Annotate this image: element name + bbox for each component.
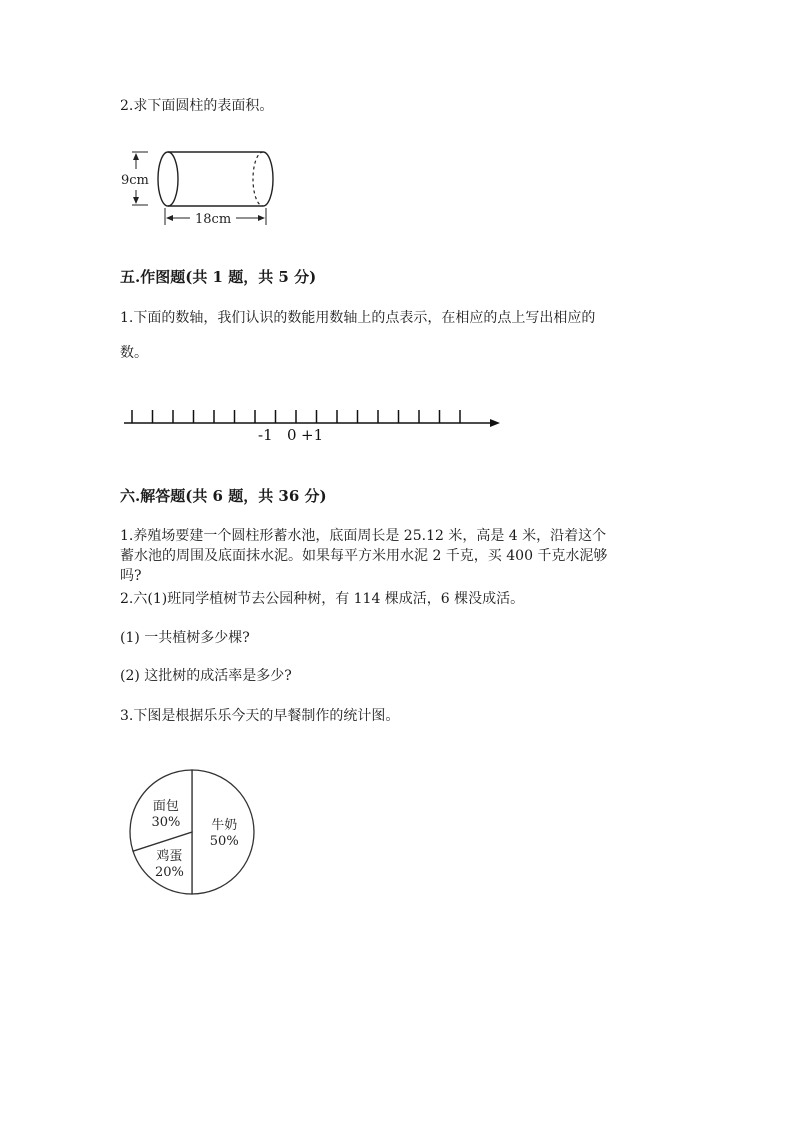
height-label: 9cm <box>121 173 149 188</box>
pie-label-percent: 50% <box>209 834 239 849</box>
pie-label-percent: 30% <box>151 815 181 831</box>
number-line <box>118 400 508 445</box>
question-text: 数。 <box>120 345 148 361</box>
pie-label-name: 面包 <box>152 799 179 815</box>
axis-label-minus-one: -1 <box>258 426 273 444</box>
question-text: 吗? <box>120 568 142 584</box>
axis-label-zero: 0 <box>287 426 297 444</box>
axis-label-plus-one: +1 <box>301 426 324 444</box>
question-text: 蓄水池的周围及底面抹水泥。如果每平方米用水泥 2 千克，买 400 千克水泥够 <box>120 548 608 564</box>
arrow-icon <box>490 419 500 427</box>
tick-marks <box>132 410 460 423</box>
question-text: 3.下图是根据乐乐今天的早餐制作的统计图。 <box>120 708 400 724</box>
question-text: 1.养殖场要建一个圆柱形蓄水池，底面周长是 25.12 米，高是 4 米，沿着这个 <box>120 528 607 544</box>
length-label: 18cm <box>195 212 232 227</box>
section-title: 六.解答题(共 6 题，共 36 分) <box>120 487 327 505</box>
pie-chart <box>125 765 265 905</box>
question-text: 1.下面的数轴，我们认识的数能用数轴上的点表示，在相应的点上写出相应的 <box>120 310 596 326</box>
section-title: 五.作图题(共 1 题，共 5 分) <box>120 268 317 286</box>
pie-label-percent: 20% <box>154 865 184 881</box>
pie-label-name: 鸡蛋 <box>156 849 183 865</box>
pie-label-name: 牛奶 <box>211 818 238 833</box>
sub-question: (1) 一共植树多少棵? <box>120 630 250 646</box>
cylinder-figure <box>118 145 288 230</box>
question-text: 2.求下面圆柱的表面积。 <box>120 98 274 114</box>
sub-question: (2) 这批树的成活率是多少? <box>120 668 292 684</box>
question-text: 2.六(1)班同学植树节去公园种树，有 114 棵成活，6 棵没成活。 <box>120 591 525 607</box>
